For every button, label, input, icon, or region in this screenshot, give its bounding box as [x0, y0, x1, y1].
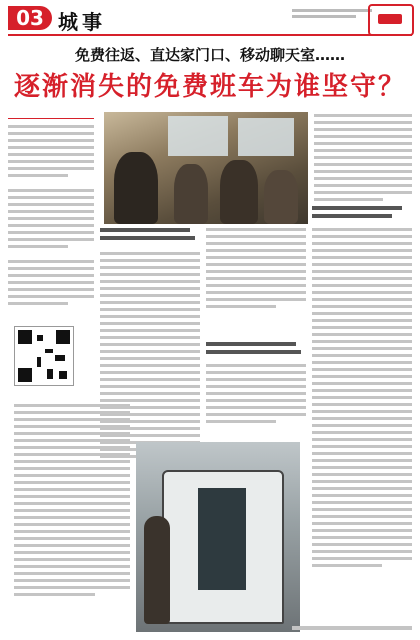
article-headline: 逐渐消失的免费班车为谁坚守？ [13, 72, 406, 102]
section-title: 城事 [58, 10, 106, 34]
header-rule [8, 34, 412, 36]
column3-subtitle [312, 206, 412, 226]
body-text-right-top [314, 114, 412, 205]
body-text-column2 [206, 228, 306, 312]
column2-subtitle [206, 342, 306, 362]
article-photo-passengers [104, 112, 308, 224]
body-text-column1-lower [14, 404, 130, 600]
logo-icon [368, 4, 414, 36]
masthead [0, 0, 420, 40]
qr-caption [14, 388, 72, 392]
date-line [292, 9, 372, 23]
article-photo-bus [136, 442, 300, 632]
body-text-column2-lower [206, 364, 306, 427]
body-text-column3 [312, 228, 412, 571]
footer-credit [292, 626, 412, 630]
article-subhead: 免费往返、直达家门口、移动聊天室…… [74, 46, 345, 64]
sidebar-note [8, 118, 94, 335]
page-number-badge: 03 [8, 6, 52, 30]
column1-subtitle [100, 228, 200, 248]
qr-code-icon [14, 326, 74, 386]
